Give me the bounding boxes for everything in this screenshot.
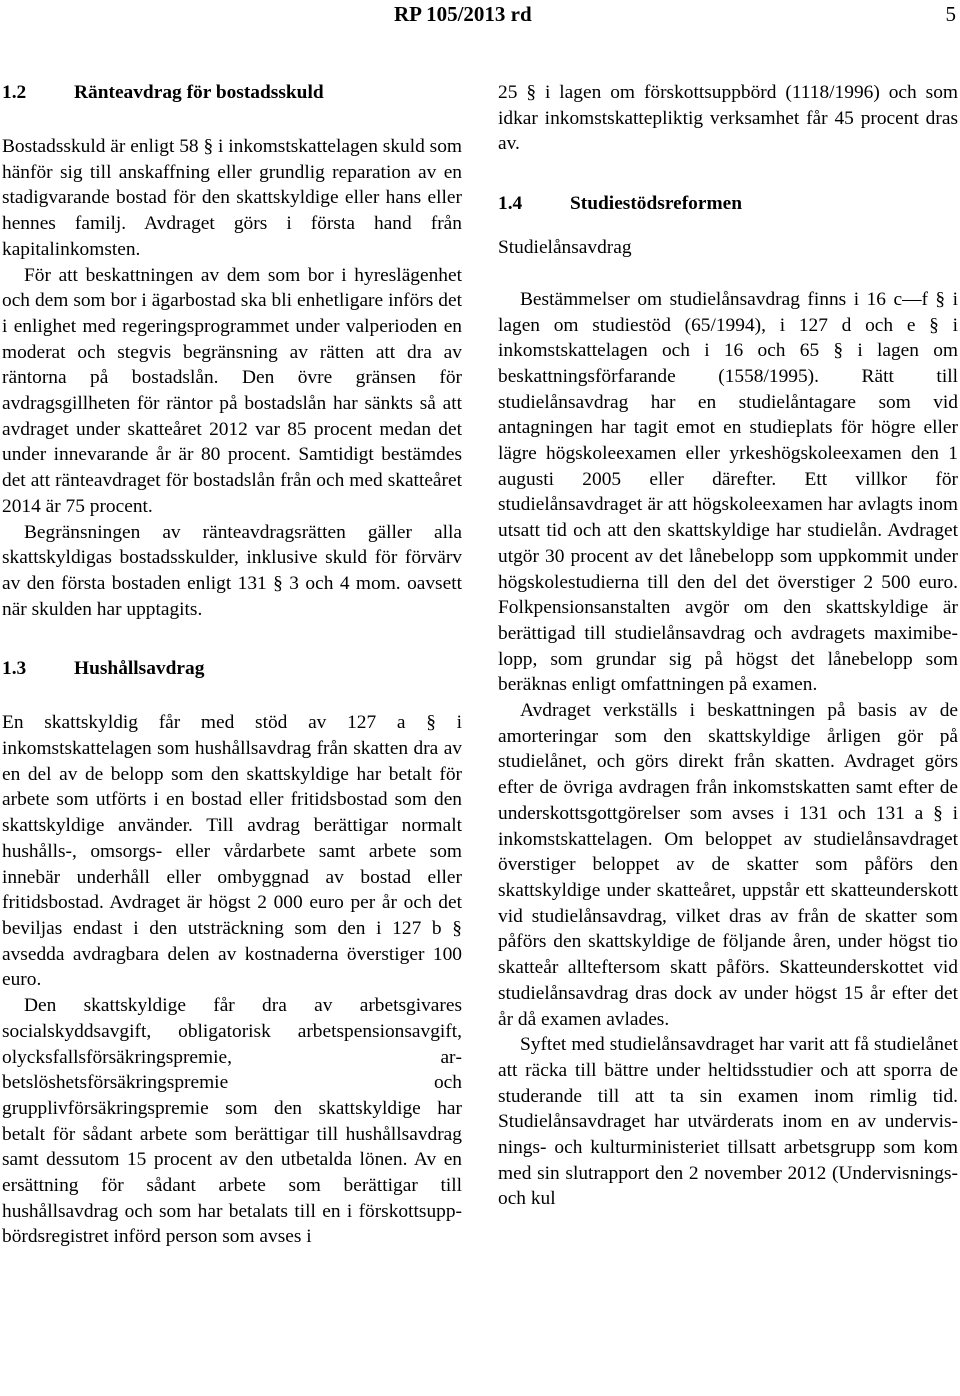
section-number: 1.2 [2, 82, 27, 103]
section-title: Ränteavdrag för bostadsskuld [74, 82, 324, 103]
paragraph: En skattskyldig får med stöd av 127 a § i inkomstskattelagen som hushållsavdrag från skatten dra av en del av de belopp som den skattskyldige har betalt för arbete som utförts i en bostad eller fritidsbostad som den skattskyldige använder. Till avdrag berättigar normalt hushålls-, omsorgs- eller vårdarbete samt arbete som innebär underhåll eller ombyggnad av bostad eller fritidsbostad. Avdraget är högst 2 000 euro per år och det beviljas endast i den utsträckning som den i 127 b § avsedda avdragbara delen av kostnaderna överstiger 100 euro. [2, 712, 462, 991]
paragraph: Begränsningen av ränteavdragsrätten gäller alla skattskyldigas bostadsskulder, inklusive skuld för förvärv av den första bostaden enligt 131 § 3 och 4 mom. oavsett när skulden har upptagits. [2, 521, 462, 620]
section-heading-1-3 [2, 656, 462, 684]
paragraph: Avdraget verkställs i beskattningen på basis av de amorteringar som den skattskyldige årligen gör på studielånet, och görs direkt från skatten. Avdraget görs efter de övriga avdragen från inkomstskatten samt efter de underskottsgottgörelser som avses i 131 och 131 a § i inkomstskattelagen. Om beloppet av studielånsavdraget överstiger beloppet av de skatter som påförs den skattskyldige under skatteåret, uppstår ett skatteunderskott vid studielånsavdrag, vilket dras av från de skatter som påförs den skattskyldige de följande åren, under högst tio skatteår allteftersom skatt påförs. Skatteunderskottet vid studielånsavdrag dras dock av under högst 15 år efter det år då examen avlades. [498, 700, 958, 1030]
section-number: 1.4 [498, 193, 523, 215]
paragraph: Bostadsskuld är enligt 58 § i inkomstskattelagen skuld som hänför sig till anskaffning eller grundlig reparation av en stadigvarande bostad för den skattskyldige eller hans eller hennes familj. Avdraget görs i första hand från kapitalinkomsten. [2, 136, 462, 260]
paragraph: Bestämmelser om studielånsavdrag finns i 16 c—f § i lagen om studiestöd (65/1994), i 127 d och e § i inkomstskattelagen och i 16 och 65 § i lagen om beskattningsförfarande (1558/1995). Rätt till studielånsavdrag har en studielåntagare som vid antagningen har tagit emot en studieplats för högre eller lägre högskoleexamen eller yrkeshögskoleexamen den 1 augusti 2005 eller därefter. Ett villkor för studielånsavdraget är att högskoleexamen har avlagts inom utsatt tid och att den skattskyldige har studielån. Avdraget utgör 30 procent av det lånebelopp som uppkommit under högskolestudierna till den del det överstiger 2 500 euro. Folkpensionsanstalten avgör om den skattskyldige är berättigad till studielånsavdrag och avdragets maximibelopp, som grundar sig på högst det lånebelopp som beräknas enligt omfattningen på examen. [498, 288, 958, 696]
document-reference: RP 105/2013 rd [394, 2, 532, 26]
page-header [0, 2, 960, 32]
paragraph: Syftet med studielånsavdraget har varit att få studielånet att räcka till bättre under heltidsstudier och att sporra de studerande till att ta sin examen inom rimlig tid. Studielånsavdraget har utvärderats inom en av undervisnings- och kulturministeriet tillsatt arbetsgrupp som kom med sin slutrapport den 2 november 2012 (Undervisnings- och kul [498, 1034, 958, 1210]
section-heading-1-4 [498, 191, 958, 219]
right-column [498, 80, 958, 1212]
paragraph: För att beskattningen av dem som bor i hyreslägenhet och dem som bor i ägarbostad ska bli enhetligare införs det i enlighet med regeringsprogrammet under valperioden en moderat och stegvis begränsning av rätten att dra av räntorna på bostadslån. Den övre gränsen för avdragsgillheten för räntor på bostadslån har sänkts så att avdraget under skatteåret 2012 var 85 procent medan det under innevarande år är 80 procent. Samtidigt bestämdes det att ränteavdraget för bostadslån från och med skatteåret 2014 är 75 procent. [2, 264, 462, 517]
left-column [2, 80, 462, 1250]
section-number: 1.3 [2, 658, 27, 680]
section-title: Hushållsavdrag [74, 658, 205, 680]
section-title: Studiestödsreformen [570, 193, 742, 215]
subheading: Studielånsavdrag [498, 237, 632, 259]
section-heading-1-2 [2, 80, 462, 108]
paragraph: Den skattskyldige får dra av arbetsgivares socialskyddsavgift, obligatorisk arbetspensionsavgift, olycksfallsförsäkringspremie, arbetslöshetsförsäkringspremie och grupplivförsäkringspremie som den skattskyldige har betalt för sådant arbete som berättigar till hushållsavdrag samt dessutom 15 procent av den utbetalda lönen. Av en ersättning för sådant arbete som berättigar till hushållsavdrag och som har betalats till en i förskottsuppbördsregistret införd person som avses i [2, 995, 462, 1248]
page-number: 5 [945, 2, 956, 26]
paragraph: 25 § i lagen om förskottsuppbörd (1118/1996) och som idkar inkomstskattepliktig verksamhet får 45 procent dras av. [498, 82, 958, 155]
